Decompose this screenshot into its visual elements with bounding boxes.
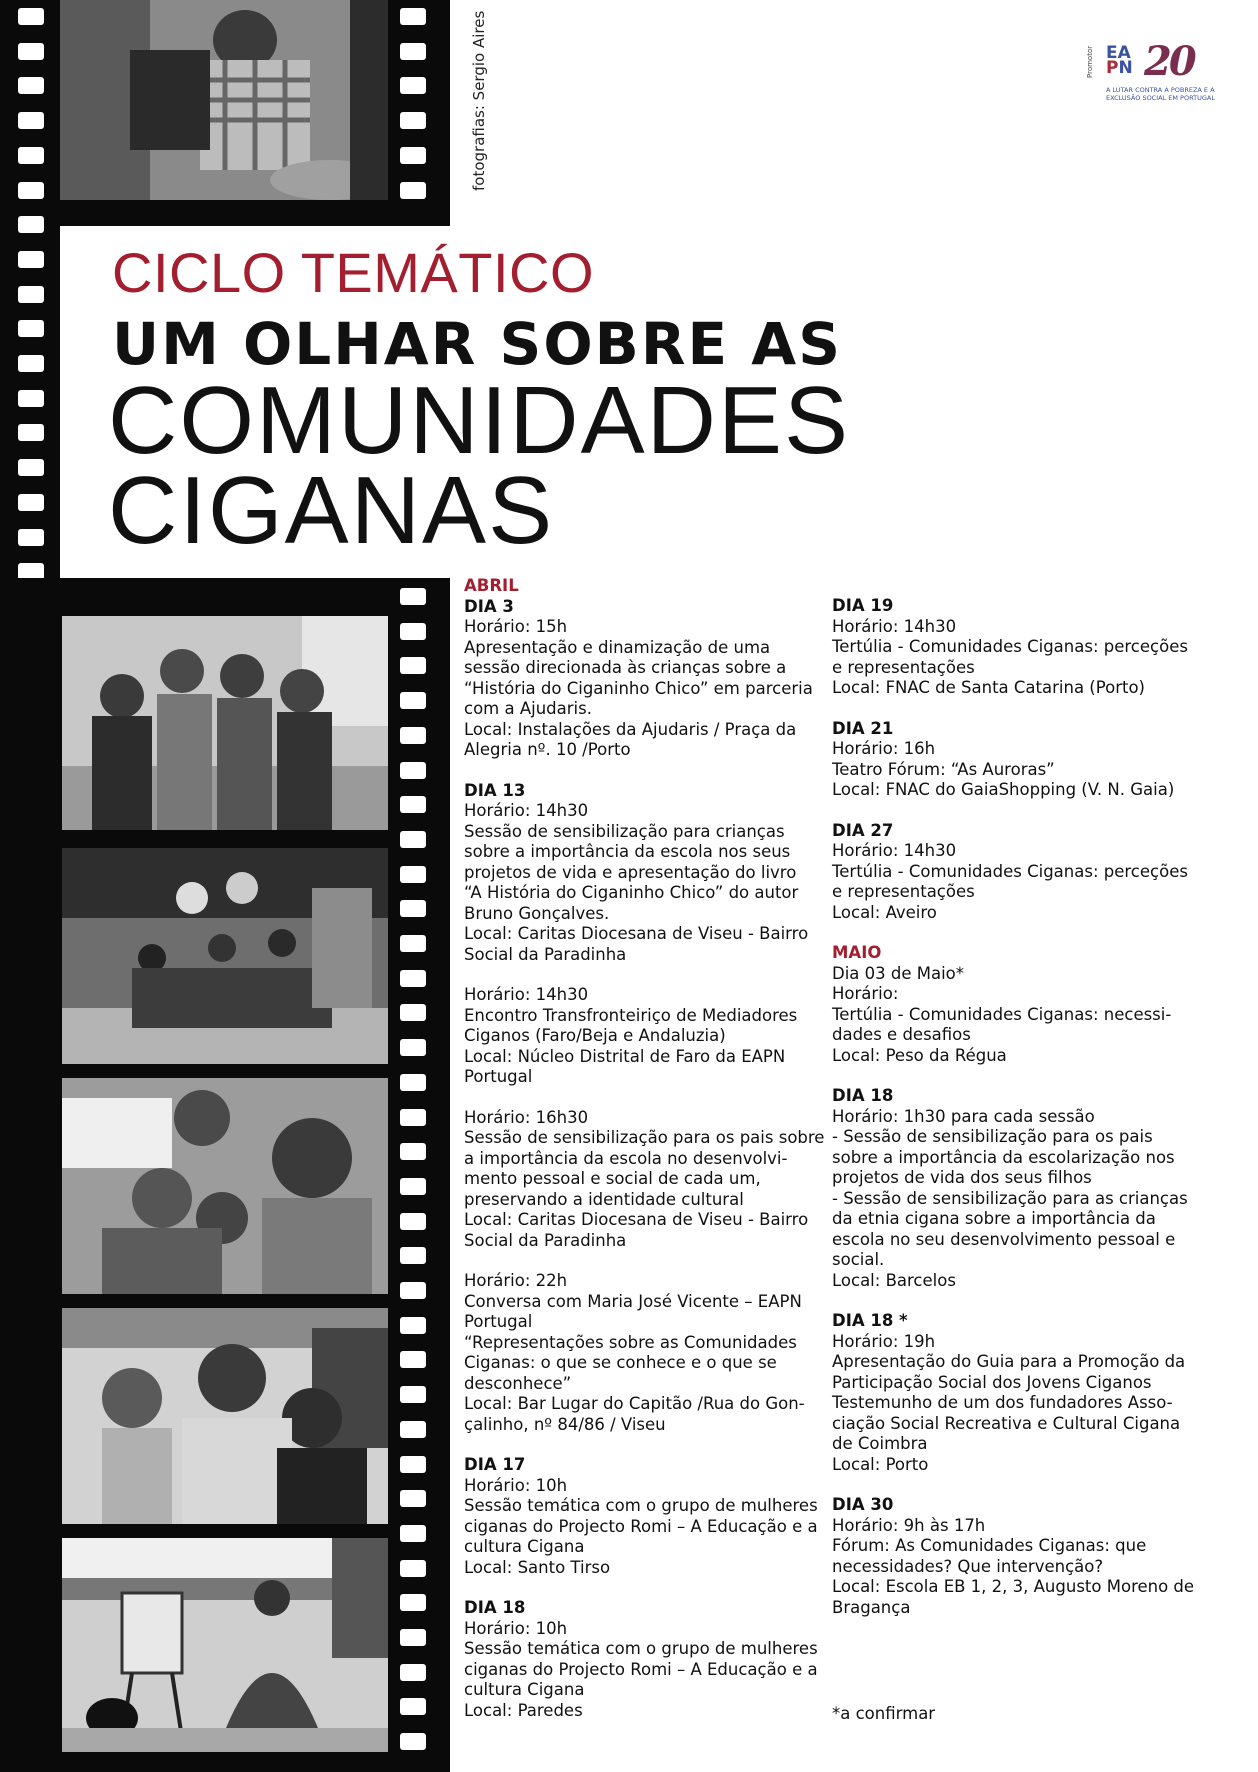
event-text: Bragança: [832, 1597, 911, 1617]
film-hole: [400, 1282, 426, 1299]
film-hole: [400, 692, 426, 709]
month-heading: MAIO: [832, 943, 882, 962]
event-text: da etnia cigana sobre a importância da: [832, 1209, 1156, 1228]
event-text: Local: Caritas Diocesana de Viseu - Bairro: [464, 1210, 809, 1229]
film-hole: [400, 1421, 426, 1438]
event-text: cultura Cigana: [464, 1537, 585, 1556]
event-text: Local: Paredes: [464, 1700, 583, 1720]
event-text: Local: Instalações da Ajudaris / Praça da: [464, 719, 797, 739]
film-hole: [400, 43, 426, 60]
event-text: - Sessão de sensibilização para os pais: [832, 1127, 1153, 1146]
film-hole: [400, 182, 426, 199]
event-text: Horário: 14h30: [464, 801, 589, 820]
event-text: mento pessoal e social de cada um,: [464, 1169, 761, 1188]
film-hole: [18, 112, 44, 129]
film-hole: [400, 8, 426, 25]
film-hole: [18, 494, 44, 511]
event-text: projetos de vida dos seus filhos: [832, 1168, 1092, 1187]
film-hole: [400, 1560, 426, 1577]
day-heading: DIA 13: [464, 780, 526, 800]
event-text: Portugal: [464, 1312, 533, 1331]
event-text: Apresentação do Guia para a Promoção da: [832, 1352, 1186, 1371]
film-hole: [400, 1456, 426, 1473]
spacer: [832, 1066, 1202, 1086]
event-text: Local: Santo Tirso: [464, 1557, 611, 1577]
title-main: [108, 367, 851, 564]
event-text: e representações: [832, 657, 975, 677]
event-text: Conversa com Maria José Vicente – EAPN: [464, 1291, 802, 1311]
event-text: Tertúlia - Comunidades Ciganas: perceções: [832, 861, 1188, 881]
film-hole: [400, 1039, 426, 1056]
film-hole: [400, 1594, 426, 1611]
film-hole: [18, 216, 44, 233]
film-hole: [400, 1386, 426, 1403]
film-hole: [400, 1351, 426, 1368]
film-hole: [400, 1074, 426, 1091]
top-film-strip: [0, 0, 450, 226]
film-hole: [18, 286, 44, 303]
film-hole: [18, 182, 44, 199]
event-text: sessão direcionada às crianças sobre a: [464, 658, 787, 677]
film-hole: [400, 147, 426, 164]
photo-credit: fotografias: Sergio Aires: [470, 10, 488, 191]
promotor-label: Promotor: [1086, 45, 1094, 78]
film-hole: [18, 390, 44, 407]
event-text: com a Ajudaris.: [464, 699, 592, 718]
event-text: Tertúlia - Comunidades Ciganas: necessi-: [832, 1004, 1172, 1024]
event-text: “A História do Ciganinho Chico” do autor: [464, 883, 799, 902]
title-line-3: COMUNIDADES: [108, 367, 851, 474]
event-text: “História do Ciganinho Chico” em parceria: [464, 678, 813, 698]
event-text: Horário: 22h: [464, 1271, 568, 1290]
film-hole: [400, 1664, 426, 1681]
spacer: [464, 1435, 824, 1455]
film-hole: [400, 1317, 426, 1334]
film-hole: [18, 355, 44, 372]
photo-three-children: [62, 1308, 388, 1524]
film-hole: [400, 77, 426, 94]
event-text: Local: FNAC de Santa Catarina (Porto): [832, 678, 1145, 697]
event-text: Testemunho de um dos fundadores Asso-: [832, 1393, 1173, 1412]
event-text: escola no seu desenvolvimento pessoal e: [832, 1229, 1176, 1249]
film-hole: [400, 900, 426, 917]
event-text: “Representações sobre as Comunidades: [464, 1332, 797, 1352]
film-hole: [18, 43, 44, 60]
film-hole: [400, 727, 426, 744]
day-heading: DIA 30: [832, 1495, 894, 1514]
event-text: Sessão de sensibilização para os pais sobre: [464, 1128, 825, 1147]
film-hole: [400, 1004, 426, 1021]
event-text: Horário: 16h30: [464, 1107, 589, 1127]
event-text: desconhece”: [464, 1373, 572, 1393]
event-text: a importância da escola no desenvolvi-: [464, 1148, 788, 1168]
film-hole: [400, 1213, 426, 1230]
film-hole: [400, 866, 426, 883]
film-hole: [400, 1143, 426, 1160]
film-hole: [18, 320, 44, 337]
event-text: Local: Barcelos: [832, 1270, 956, 1290]
event-text: Horário: 9h às 17h: [832, 1515, 986, 1535]
event-text: - Sessão de sensibilização para as crianças: [832, 1188, 1188, 1208]
event-text: de Coimbra: [832, 1434, 928, 1453]
event-text: Participação Social dos Jovens Ciganos: [832, 1372, 1152, 1392]
film-hole: [400, 1698, 426, 1715]
event-text: dades e desafios: [832, 1025, 971, 1044]
spacer: [832, 1291, 1202, 1311]
film-perforations: [400, 578, 426, 1772]
month-heading: ABRIL: [464, 576, 519, 595]
day-heading: DIA 19: [832, 596, 894, 615]
event-text: Dia 03 de Maio*: [832, 963, 965, 983]
event-text: ciganas do Projecto Romi – A Educação e a: [464, 1659, 818, 1679]
event-text: necessidades? Que intervenção?: [832, 1556, 1104, 1576]
film-hole: [18, 424, 44, 441]
event-text: Social da Paradinha: [464, 944, 627, 964]
event-text: Horário: 14h30: [832, 616, 957, 636]
film-hole: [400, 1525, 426, 1542]
event-text: Bruno Gonçalves.: [464, 903, 610, 923]
logo-tagline: A LUTAR CONTRA A POBREZA E A EXCLUSÃO SOCIAL EM PORTUGAL: [1106, 86, 1215, 102]
photo-elderly-woman: [62, 1538, 388, 1752]
event-text: Tertúlia - Comunidades Ciganas: perceções: [832, 637, 1188, 656]
event-text: Ciganos (Faro/Beja e Andaluzia): [464, 1026, 726, 1045]
day-heading: DIA 18: [832, 1086, 894, 1105]
event-text: Alegria nº. 10 /Porto: [464, 740, 631, 759]
schedule-column-april-may: [832, 596, 1202, 1618]
film-hole: [400, 1490, 426, 1507]
event-text: Horário: 16h: [832, 739, 936, 758]
spacer: [464, 761, 824, 781]
film-hole: [400, 112, 426, 129]
event-text: preservando a identidade cultural: [464, 1189, 744, 1209]
event-text: Local: Caritas Diocesana de Viseu - Bairro: [464, 924, 809, 943]
film-hole: [400, 831, 426, 848]
film-hole: [400, 1178, 426, 1195]
event-text: Horário: 19h: [832, 1331, 936, 1351]
spacer: [464, 1088, 824, 1108]
day-heading: DIA 18: [464, 1598, 526, 1617]
spacer: [464, 965, 824, 985]
event-text: Horário: 10h: [464, 1618, 568, 1638]
event-text: projetos de vida e apresentação do livro: [464, 862, 797, 882]
event-text: Local: FNAC do GaiaShopping (V. N. Gaia): [832, 780, 1175, 799]
photo-boys-group: [62, 616, 388, 830]
schedule-column-april: [464, 576, 824, 1721]
eapn-logo: EA PN: [1106, 43, 1133, 78]
day-heading: DIA 27: [832, 820, 894, 840]
film-hole: [18, 251, 44, 268]
spacer: [464, 1578, 824, 1598]
event-text: cultura Cigana: [464, 1680, 585, 1699]
day-heading: DIA 21: [832, 718, 894, 738]
event-text: Horário: 14h30: [832, 841, 957, 860]
spacer: [464, 1251, 824, 1271]
event-text: Encontro Transfronteiriço de Mediadores: [464, 1005, 798, 1025]
event-text: Horário: 10h: [464, 1475, 568, 1495]
photo-child-crouching: [60, 0, 388, 200]
photo-family-gathering: [62, 848, 388, 1064]
footnote: *a confirmar: [832, 1704, 936, 1723]
event-text: e representações: [832, 882, 975, 901]
event-text: Sessão temática com o grupo de mulheres: [464, 1496, 818, 1515]
film-hole: [18, 459, 44, 476]
cycle-label: CICLO TEMÁTICO: [112, 241, 595, 304]
event-text: sobre a importância da escola nos seus: [464, 842, 791, 861]
film-hole: [18, 529, 44, 546]
event-text: Local: Aveiro: [832, 902, 937, 922]
event-text: Social da Paradinha: [464, 1230, 627, 1250]
event-text: Fórum: As Comunidades Ciganas: que: [832, 1536, 1147, 1555]
event-text: Horário: 15h: [464, 617, 568, 636]
event-text: Horário: 14h30: [464, 985, 589, 1004]
title-line-4: CIGANAS: [108, 457, 555, 564]
film-hole: [400, 588, 426, 605]
film-hole: [400, 1247, 426, 1264]
spacer: [832, 801, 1202, 821]
film-hole: [400, 762, 426, 779]
event-text: Sessão de sensibilização para crianças: [464, 821, 785, 841]
film-hole: [400, 1733, 426, 1750]
event-text: Horário: 1h30 para cada sessão: [832, 1106, 1095, 1126]
anniversary-logo: 20: [1144, 38, 1194, 85]
event-text: Sessão temática com o grupo de mulheres: [464, 1639, 818, 1658]
event-text: Local: Escola EB 1, 2, 3, Augusto Moreno de: [832, 1577, 1195, 1596]
event-text: Local: Núcleo Distrital de Faro da EAPN: [464, 1046, 786, 1066]
film-hole: [400, 970, 426, 987]
event-text: ciganas do Projecto Romi – A Educação e a: [464, 1516, 818, 1536]
event-text: Local: Bar Lugar do Capitão /Rua do Gon-: [464, 1394, 805, 1413]
event-text: Teatro Fórum: “As Auroras”: [832, 759, 1055, 779]
day-heading: DIA 17: [464, 1455, 526, 1474]
day-heading: DIA 3: [464, 596, 514, 616]
spacer: [832, 699, 1202, 719]
film-hole: [18, 147, 44, 164]
spacer: [832, 923, 1202, 943]
event-text: ciação Social Recreativa e Cultural Cigana: [832, 1413, 1181, 1433]
day-heading: DIA 18 *: [832, 1311, 908, 1330]
event-text: sobre a importância da escolarização nos: [832, 1147, 1175, 1167]
film-hole: [18, 77, 44, 94]
photo-film-strip: [0, 578, 450, 1772]
event-text: Portugal: [464, 1067, 533, 1086]
film-hole: [400, 1109, 426, 1126]
event-text: Local: Peso da Régua: [832, 1045, 1007, 1065]
event-text: social.: [832, 1250, 885, 1269]
photo-girls-smiling: [62, 1078, 388, 1294]
event-text: Local: Porto: [832, 1454, 929, 1474]
event-text: Horário:: [832, 984, 899, 1003]
film-hole: [18, 8, 44, 25]
spacer: [832, 1475, 1202, 1495]
event-text: çalinho, nº 84/86 / Viseu: [464, 1414, 666, 1434]
film-hole: [400, 657, 426, 674]
title-line-2: UM OLHAR SOBRE AS: [112, 310, 842, 378]
event-text: Apresentação e dinamização de uma: [464, 637, 771, 657]
film-hole: [400, 1629, 426, 1646]
film-hole: [400, 796, 426, 813]
film-hole: [400, 623, 426, 640]
event-text: Ciganas: o que se conhece e o que se: [464, 1353, 777, 1372]
film-hole: [400, 935, 426, 952]
film-perforations: [400, 0, 426, 226]
